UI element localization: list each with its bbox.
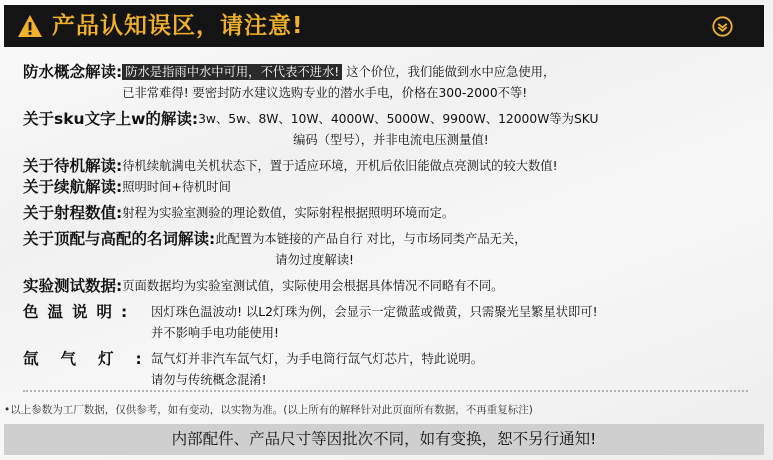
item-text-line2: 已非常难得! 要密封防水建议选购专业的潜水手电，价格在300-2000不等! bbox=[122, 86, 528, 100]
item-label: 防水概念解读: bbox=[23, 63, 123, 81]
item-top-config bbox=[23, 229, 758, 271]
item-text-line1: 因灯珠色温波动! 以L2灯珠为例，会显示一定微蓝或微黄，只需聚光呈繁星状即可! bbox=[151, 305, 598, 319]
item-text-line2: 编码（型号），并非电流电压测量值! bbox=[293, 133, 489, 147]
item-text-line2: 并不影响手电功能使用! bbox=[151, 326, 279, 340]
item-text: 待机续航满电关机状态下，置于适应环境，开机后依旧能做点亮测试的较大数值! bbox=[122, 159, 558, 173]
item-text-line1: 3w、5w、8W、10W、4000W、5000W、9900W、12000W等为SKU bbox=[198, 112, 599, 126]
item-label: 关于射程数值: bbox=[23, 204, 123, 222]
item-label: 关于sku文字上w的解读: bbox=[23, 110, 199, 128]
item-xenon bbox=[23, 349, 758, 391]
item-waterproof bbox=[23, 62, 758, 104]
item-battery-life bbox=[23, 177, 758, 198]
item-standby bbox=[23, 156, 758, 177]
item-label: 关于续航解读: bbox=[23, 178, 123, 196]
item-text-line1: 氙气灯并非汽车氙气灯，为手电筒行氙气灯芯片，特此说明。 bbox=[151, 352, 484, 366]
highlight-text: 防水是指雨中水中可用，不代表不进水! bbox=[122, 64, 342, 80]
item-label: 氙气灯: bbox=[23, 350, 164, 368]
dotted-divider bbox=[23, 390, 748, 392]
chevron-down-icon[interactable] bbox=[712, 16, 733, 37]
item-text bbox=[151, 302, 758, 344]
bottom-notice-bar bbox=[4, 424, 764, 455]
item-range bbox=[23, 203, 758, 224]
item-text-line1: 此配置为本链接的产品自行 对比，与市场同类产品无关， bbox=[215, 232, 527, 246]
item-label: 实验测试数据: bbox=[23, 277, 123, 295]
item-text bbox=[151, 349, 758, 391]
item-label: 关于顶配与高配的名词解读: bbox=[23, 230, 216, 248]
header-title: 产品认知误区，请注意! bbox=[52, 13, 304, 39]
item-lab-data bbox=[23, 276, 758, 297]
item-text: 照明时间+待机时间 bbox=[122, 180, 231, 194]
item-text-line1: 这个价位，我们能做到水中应急使用， bbox=[346, 65, 556, 79]
item-label: 关于待机解读: bbox=[23, 157, 123, 175]
item-color-temp bbox=[23, 302, 758, 344]
item-text: 射程为实验室测验的理论数值，实际射程根据照明环境而定。 bbox=[122, 206, 455, 220]
bottom-notice: 内部配件、产品尺寸等因批次不同，如有变换，恕不另行通知! bbox=[171, 430, 597, 448]
warning-icon bbox=[17, 14, 43, 38]
item-sku bbox=[23, 109, 758, 151]
header-bar bbox=[4, 5, 764, 47]
footnote: •以上参数为工厂数据，仅供参考，如有变动，以实物为准。(以上所有的解释针对此页面所有数据，不再重复标注) bbox=[4, 404, 533, 416]
item-text bbox=[122, 62, 758, 104]
item-text bbox=[215, 229, 758, 271]
item-text: 页面数据均为实验室测试值，实际使用会根据具体情况不同略有不同。 bbox=[122, 279, 504, 293]
item-text-line2: 请勿与传统概念混淆! bbox=[151, 373, 267, 387]
explanations-list bbox=[23, 62, 758, 396]
item-label: 色温说明: bbox=[23, 303, 137, 321]
item-text bbox=[198, 109, 758, 151]
item-text-line2: 请勿过度解读! bbox=[275, 253, 354, 267]
